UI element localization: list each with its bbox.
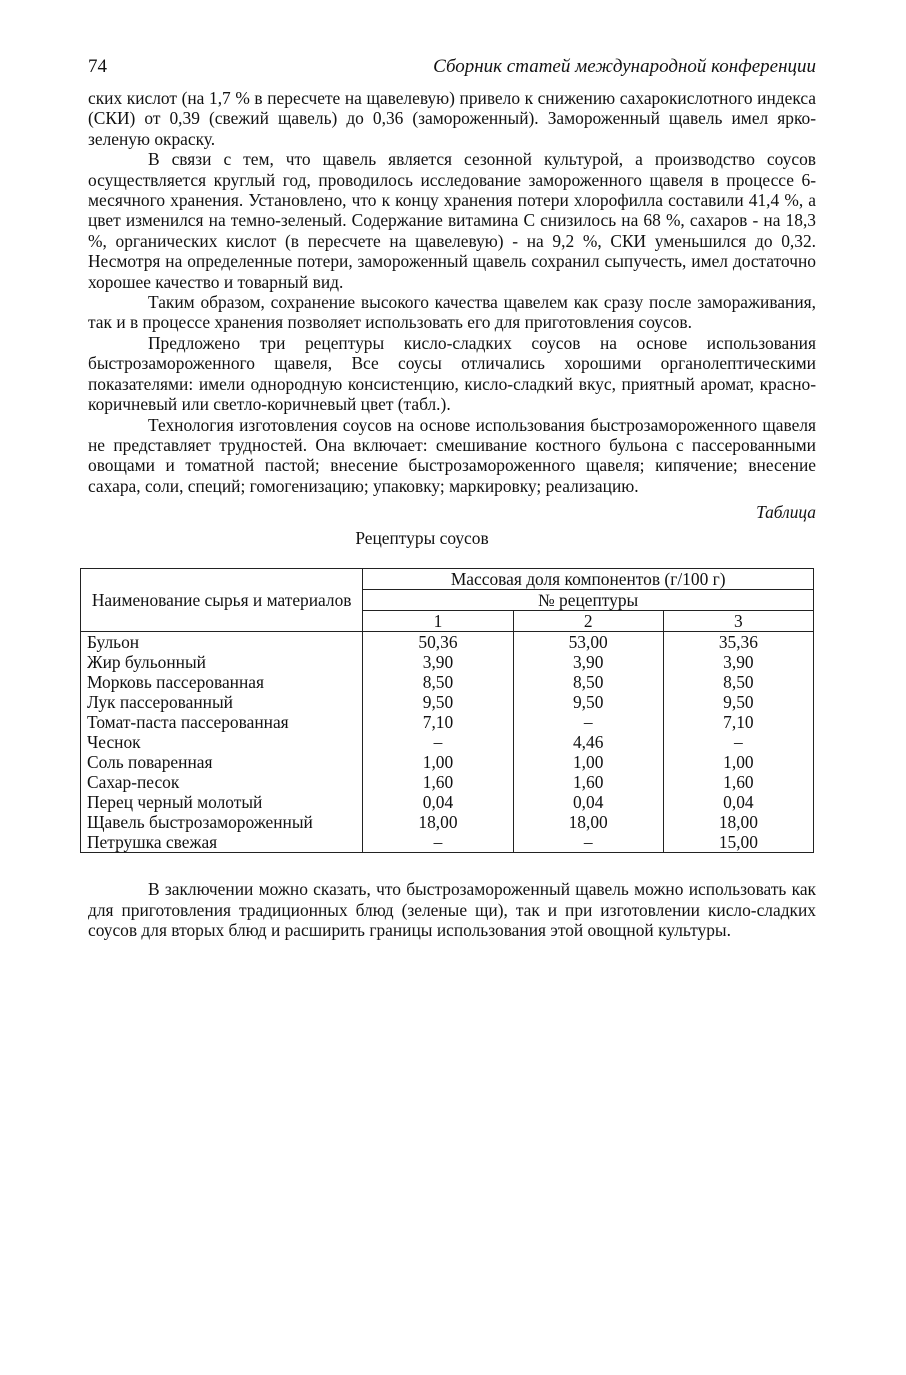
row-value-2: 18,00: [513, 812, 663, 832]
table-header-recipe-1: 1: [363, 611, 513, 632]
row-value-1: 7,10: [363, 712, 513, 732]
table-header-recipe: № рецептуры: [363, 590, 814, 611]
table-row: [81, 632, 814, 653]
recipes-table: [80, 568, 814, 853]
row-name: Петрушка свежая: [81, 832, 363, 853]
row-value-1: 50,36: [363, 632, 513, 653]
row-name: Жир бульонный: [81, 652, 363, 672]
row-name: Перец черный молотый: [81, 792, 363, 812]
row-value-1: 1,60: [363, 772, 513, 792]
table-row: [81, 792, 814, 812]
row-value-2: –: [513, 832, 663, 853]
row-value-3: 1,60: [663, 772, 813, 792]
row-value-2: 3,90: [513, 652, 663, 672]
row-name: Бульон: [81, 632, 363, 653]
row-value-2: 0,04: [513, 792, 663, 812]
row-value-2: 9,50: [513, 692, 663, 712]
row-value-1: 8,50: [363, 672, 513, 692]
body-text: [88, 88, 816, 496]
document-page: [88, 52, 816, 940]
row-name: Соль поваренная: [81, 752, 363, 772]
paragraph: Предложено три рецептуры кисло-сладких соусов на основе использования быстрозамороженного щавеля, Все соусы отличались хорошими органолептическими показателями: имели однородную консистенцию, кисло-сладкий вкус, приятный аромат, красно-коричневый или светло-коричневый цвет (табл.).: [88, 332, 816, 415]
row-value-3: –: [663, 732, 813, 752]
running-title: Сборник статей международной конференции: [433, 56, 816, 77]
row-value-1: 1,00: [363, 752, 513, 772]
table-row: [81, 732, 814, 752]
row-value-1: 9,50: [363, 692, 513, 712]
row-name: Томат-паста пассерованная: [81, 712, 363, 732]
row-value-2: 1,60: [513, 772, 663, 792]
row-value-3: 35,36: [663, 632, 813, 653]
table-row: [81, 652, 814, 672]
table-body: [81, 632, 814, 853]
table-header-mass: Массовая доля компонентов (г/100 г): [363, 569, 814, 590]
paragraph: ских кислот (на 1,7 % в пересчете на щавелевую) привело к снижению сахарокислотного индекса (СКИ) от 0,39 (свежий щавель) до 0,36 (замороженный). Замороженный щавель имел ярко-зеленую окраску.: [88, 88, 816, 149]
closing-paragraph: В заключении можно сказать, что быстрозамороженный щавель можно использовать как для приготовления традиционных блюд (зеленые щи), так и при изготовлении кисло-сладких соусов для вторых блюд и расширить границы использования этой овощной культуры.: [88, 879, 816, 940]
row-value-3: 8,50: [663, 672, 813, 692]
table-row: [81, 692, 814, 712]
row-value-2: 8,50: [513, 672, 663, 692]
table-header-name: Наименование сырья и материалов: [81, 569, 363, 632]
row-value-1: 18,00: [363, 812, 513, 832]
table-row: [81, 712, 814, 732]
row-name: Сахар-песок: [81, 772, 363, 792]
row-value-3: 3,90: [663, 652, 813, 672]
table-row: [81, 812, 814, 832]
page-number: 74: [88, 56, 107, 77]
table-title: Рецептуры соусов: [355, 528, 489, 549]
row-value-1: –: [363, 832, 513, 853]
row-value-3: 9,50: [663, 692, 813, 712]
table-row: [81, 672, 814, 692]
row-name: Щавель быстрозамороженный: [81, 812, 363, 832]
paragraph: Таким образом, сохранение высокого качества щавелем как сразу после замораживания, так и в процессе хранения позволяет использовать его для приготовления соусов.: [88, 292, 816, 333]
table-label: Таблица: [756, 502, 816, 523]
row-value-3: 0,04: [663, 792, 813, 812]
row-name: Морковь пассерованная: [81, 672, 363, 692]
row-value-2: 53,00: [513, 632, 663, 653]
row-name: Лук пассерованный: [81, 692, 363, 712]
row-value-3: 1,00: [663, 752, 813, 772]
row-value-2: 1,00: [513, 752, 663, 772]
row-value-2: –: [513, 712, 663, 732]
row-value-1: 0,04: [363, 792, 513, 812]
table-row: [81, 752, 814, 772]
table-row: [81, 832, 814, 853]
row-value-1: 3,90: [363, 652, 513, 672]
page-header: [88, 52, 816, 82]
row-value-2: 4,46: [513, 732, 663, 752]
table-header-recipe-2: 2: [513, 611, 663, 632]
row-name: Чеснок: [81, 732, 363, 752]
table-header-recipe-3: 3: [663, 611, 813, 632]
row-value-1: –: [363, 732, 513, 752]
row-value-3: 15,00: [663, 832, 813, 853]
row-value-3: 7,10: [663, 712, 813, 732]
paragraph: В связи с тем, что щавель является сезонной культурой, а производство соусов осуществляется круглый год, проводилось исследование замороженного щавеля в процессе 6-месячного хранения. Установлено, что к концу хранения потери хлорофилла составили 41,4 %, а цвет изменился на темно-зеленый. Содержание витамина С снизилось на 68 %, сахаров - на 18,3 %, органических кислот (в пересчете на щавелевую) - на 9,2 %, СКИ уменьшился до 0,32. Несмотря на определенные потери, замороженный щавель сохранил сыпучесть, имел достаточно хорошее качество и товарный вид.: [88, 149, 816, 292]
paragraph: Технология изготовления соусов на основе использования быстрозамороженного щавеля не представляет трудностей. Она включает: смешивание костного бульона с пассерованными овощами и томатной пастой; внесение быстрозамороженного щавеля; кипячение; внесение сахара, соли, специй; гомогенизацию; упаковку; маркировку; реализацию.: [88, 414, 816, 496]
table-row: [81, 772, 814, 792]
row-value-3: 18,00: [663, 812, 813, 832]
